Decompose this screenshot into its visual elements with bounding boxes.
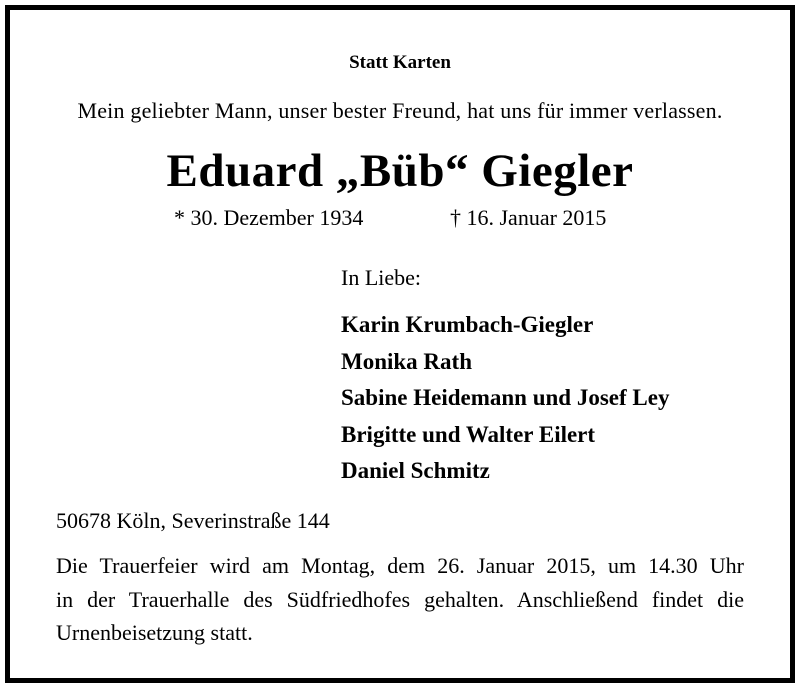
- birth-date: * 30. Dezember 1934: [174, 205, 364, 230]
- mourner-name: Daniel Schmitz: [341, 458, 490, 483]
- funeral-line: in der Trauerhalle des Südfriedhofes gehalten. Anschließend findet die: [56, 586, 744, 612]
- funeral-line: Die Trauerfeier wird am Montag, dem 26. Januar 2015, um 14.30 Uhr: [56, 553, 744, 578]
- deceased-name: Eduard „Büb“ Giegler: [166, 145, 634, 197]
- mourner-name: Sabine Heidemann und Josef Ley: [341, 385, 670, 410]
- notice-header: Statt Karten: [349, 52, 451, 73]
- mourner-name: Brigitte und Walter Eilert: [341, 421, 596, 447]
- funeral-line: Urnenbeisetzung statt.: [56, 620, 253, 645]
- in-love-label: In Liebe:: [341, 265, 422, 290]
- death-date: † 16. Januar 2015: [450, 205, 607, 230]
- funeral-info: [56, 549, 744, 650]
- mourner-name: Monika Rath: [341, 348, 472, 374]
- mourner-list: [341, 307, 669, 490]
- address: 50678 Köln, Severinstraße 144: [56, 508, 330, 533]
- intro-text: Mein geliebter Mann, unser bester Freund, hat uns für immer verlassen.: [77, 98, 723, 123]
- mourner-name: Karin Krumbach-Giegler: [341, 312, 594, 337]
